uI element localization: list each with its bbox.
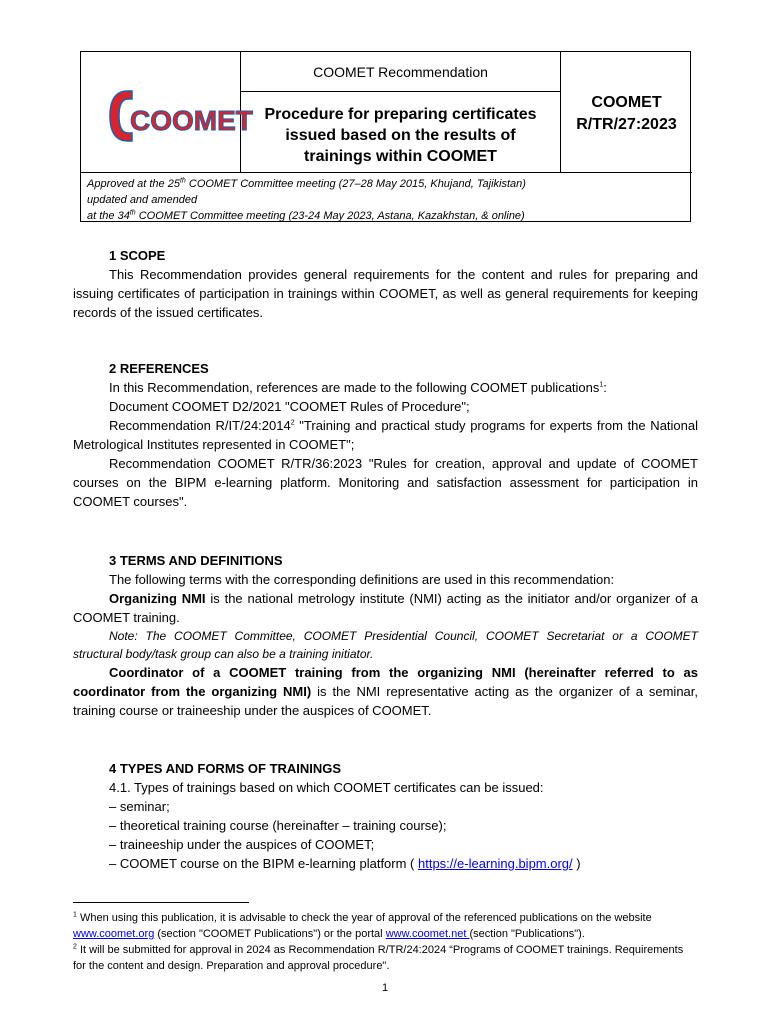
section-references	[73, 359, 698, 511]
section-heading: 3 TERMS AND DEFINITIONS	[109, 553, 283, 568]
section-heading: 1 SCOPE	[109, 248, 166, 263]
section-heading: 4 TYPES AND FORMS OF TRAININGS	[109, 761, 342, 776]
section-scope	[73, 246, 698, 322]
recommendation-label: COOMET Recommendation	[241, 52, 561, 92]
paragraph: 4.1. Types of trainings based on which COOMET certificates can be issued:	[109, 780, 544, 795]
paragraph: The following terms with the corresponding definitions are used in this recommendation:	[109, 572, 615, 587]
footnote-1: $^1$ When using this publication, it is advisable to check the year of approval of the referenced publications on the website www.coomet.org (section "COOMET Publications") or the portal www.coomet.net (section "Publications").	[73, 911, 652, 940]
coomet-org-link[interactable]: www.coomet.org	[73, 928, 155, 940]
reference-item: Recommendation COOMET R/TR/36:2023 "Rules for creation, approval and update of COOMET courses on the BIPM e-learning platform. Monitoring and satisfaction assessment for participation in COOMET courses".	[73, 456, 698, 509]
logo-cell	[81, 52, 253, 173]
reference-item: Document COOMET D2/2021 "COOMET Rules of Procedure";	[109, 399, 470, 414]
definition: Organizing NMI is the national metrology institute (NMI) acting as the initiator and/or organizer of a COOMET training.	[73, 591, 698, 625]
logo-text: COOMET	[130, 105, 253, 136]
approval-info: Approved at the 25th COOMET Committee meeting (27–28 May 2015, Khujand, Tajikistan) updated and amended at the 34th COOMET Committee meeting (23-24 May 2023, Astana, Kazakhstan, & online)	[87, 177, 526, 222]
coomet-net-link[interactable]: www.coomet.net	[385, 928, 470, 940]
paragraph: This Recommendation provides general requirements for the content and rules for preparing and issuing certificates of participation in trainings within COOMET, as well as general requirements for keeping records of the issued certificates.	[73, 267, 698, 320]
document-title: Procedure for preparing certificates issued based on the results of trainings within COOMET	[241, 92, 561, 173]
list-item: – theoretical training course (hereinafter – training course);	[109, 818, 447, 833]
section-types	[73, 759, 698, 873]
section-terms	[73, 551, 698, 720]
paragraph: In this Recommendation, references are made to the following COOMET publications$^1$:	[109, 380, 607, 395]
reference-item: Recommendation R/IT/24:2014$^2$ "Training and practical study programs for experts from the National Metrological Institutes represented in COOMET";	[73, 418, 698, 452]
note: Note: The COOMET Committee, COOMET Presidential Council, COOMET Secretariat or a COOMET structural body/task group can also be a training initiator.	[73, 629, 698, 661]
list-item: – COOMET course on the BIPM e-learning platform ( https://e-learning.bipm.org/ )	[109, 856, 581, 871]
bipm-elearning-link[interactable]: https://e-learning.bipm.org/	[418, 856, 573, 871]
footnote-2: $^2$ It will be submitted for approval in 2024 as Recommendation R/TR/24:2024 “Programs of COOMET trainings. Requirements for the content and design. Preparation and approval procedure".	[73, 943, 684, 972]
definition: Coordinator of a COOMET training from the organizing NMI (hereinafter referred to as coordinator from the organizing NMI) is the NMI representative acting as the organizer of a seminar, training course or traineeship under the auspices of COOMET.	[73, 665, 699, 718]
document-code: COOMET R/TR/27:2023	[561, 52, 692, 173]
footnotes	[73, 910, 698, 974]
document-header	[80, 51, 691, 222]
footnote-divider	[73, 902, 249, 903]
list-item: – traineeship under the auspices of COOMET;	[109, 837, 375, 852]
list-item: – seminar;	[109, 799, 170, 814]
section-heading: 2 REFERENCES	[109, 361, 209, 376]
page-number: 1	[381, 982, 389, 994]
coomet-logo	[106, 87, 253, 145]
